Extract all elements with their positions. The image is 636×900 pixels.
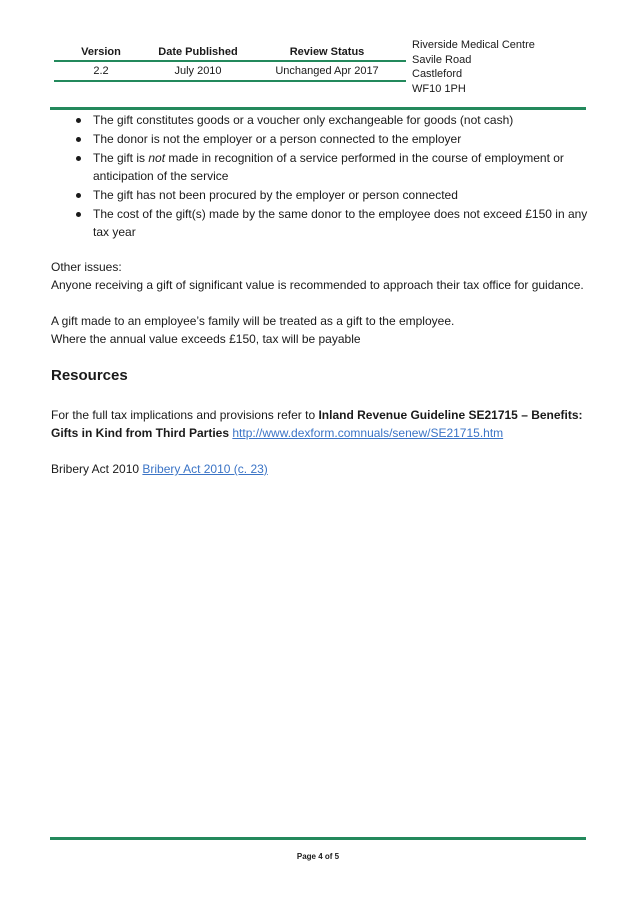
emphasis-text: not (148, 151, 166, 165)
practice-address (412, 38, 535, 96)
version-table-row (54, 62, 406, 80)
list-item-text: made in recognition of a service performed in the course of employment or anticipation of the service (93, 151, 564, 183)
list-item (72, 205, 592, 241)
address-line: Castleford (412, 68, 463, 80)
gift-conditions-list (72, 111, 592, 242)
list-item-text: The gift has not been procured by the employer or person connected (93, 188, 458, 202)
bullet-icon (76, 156, 81, 161)
list-item-text: The gift constitutes goods or a voucher only exchangeable for goods (not cash) (93, 113, 514, 127)
date-published-value: July 2010 (174, 65, 222, 77)
annual-value-text: Where the annual value exceeds £150, tax will be payable (51, 332, 361, 346)
guideline-title: Inland Revenue Guideline SE21715 – Benefits: (318, 408, 583, 422)
list-item-text: The donor is not the employer or a person connected to the employer (93, 132, 462, 146)
other-issues-text: Anyone receiving a gift of significant value is recommended to approach their tax office for guidance. (51, 278, 584, 292)
col-review-status: Review Status (289, 46, 365, 58)
bullet-icon (76, 193, 81, 198)
bullet-icon (76, 212, 81, 217)
version-value: 2.2 (93, 65, 109, 77)
col-date-published: Date Published (158, 46, 238, 58)
version-table-header (54, 44, 406, 60)
bribery-act-link[interactable]: Bribery Act 2010 (c. 23) (142, 462, 268, 476)
other-issues-label: Other issues: (51, 260, 122, 274)
review-status-value: Unchanged Apr 2017 (275, 65, 379, 77)
page-number: Page 4 of 5 (296, 852, 340, 861)
list-item-text: The cost of the gift(s) made by the same donor to the employee does not exceed £150 in any tax year (93, 207, 588, 239)
list-item (72, 130, 592, 148)
list-item (72, 111, 592, 129)
list-item-text: The gift is (93, 151, 149, 165)
guideline-subtitle: Gifts in Kind from Third Parties (51, 426, 230, 440)
address-line: WF10 1PH (412, 82, 466, 95)
version-table (54, 44, 406, 82)
resources-heading: Resources (51, 367, 128, 384)
bribery-act-paragraph (51, 460, 591, 478)
bribery-act-label: Bribery Act 2010 (51, 462, 143, 476)
bullet-icon (76, 118, 81, 123)
bullet-icon (76, 137, 81, 142)
address-line: Savile Road (412, 53, 472, 66)
resources-paragraph (51, 406, 591, 442)
table-divider (54, 80, 406, 82)
header-rule (50, 107, 586, 110)
family-gift-text: A gift made to an employee’s family will be treated as a gift to the employee. (51, 314, 455, 328)
footer-rule (50, 837, 586, 840)
resources-intro: For the full tax implications and provisions refer to (51, 408, 319, 422)
col-version: Version (81, 46, 121, 58)
list-item (72, 149, 592, 185)
guideline-link[interactable]: http://www.dexform.comnuals/senew/SE21715.htm (232, 426, 504, 440)
list-item (72, 186, 592, 204)
address-line: Riverside Medical Centre (412, 39, 535, 51)
